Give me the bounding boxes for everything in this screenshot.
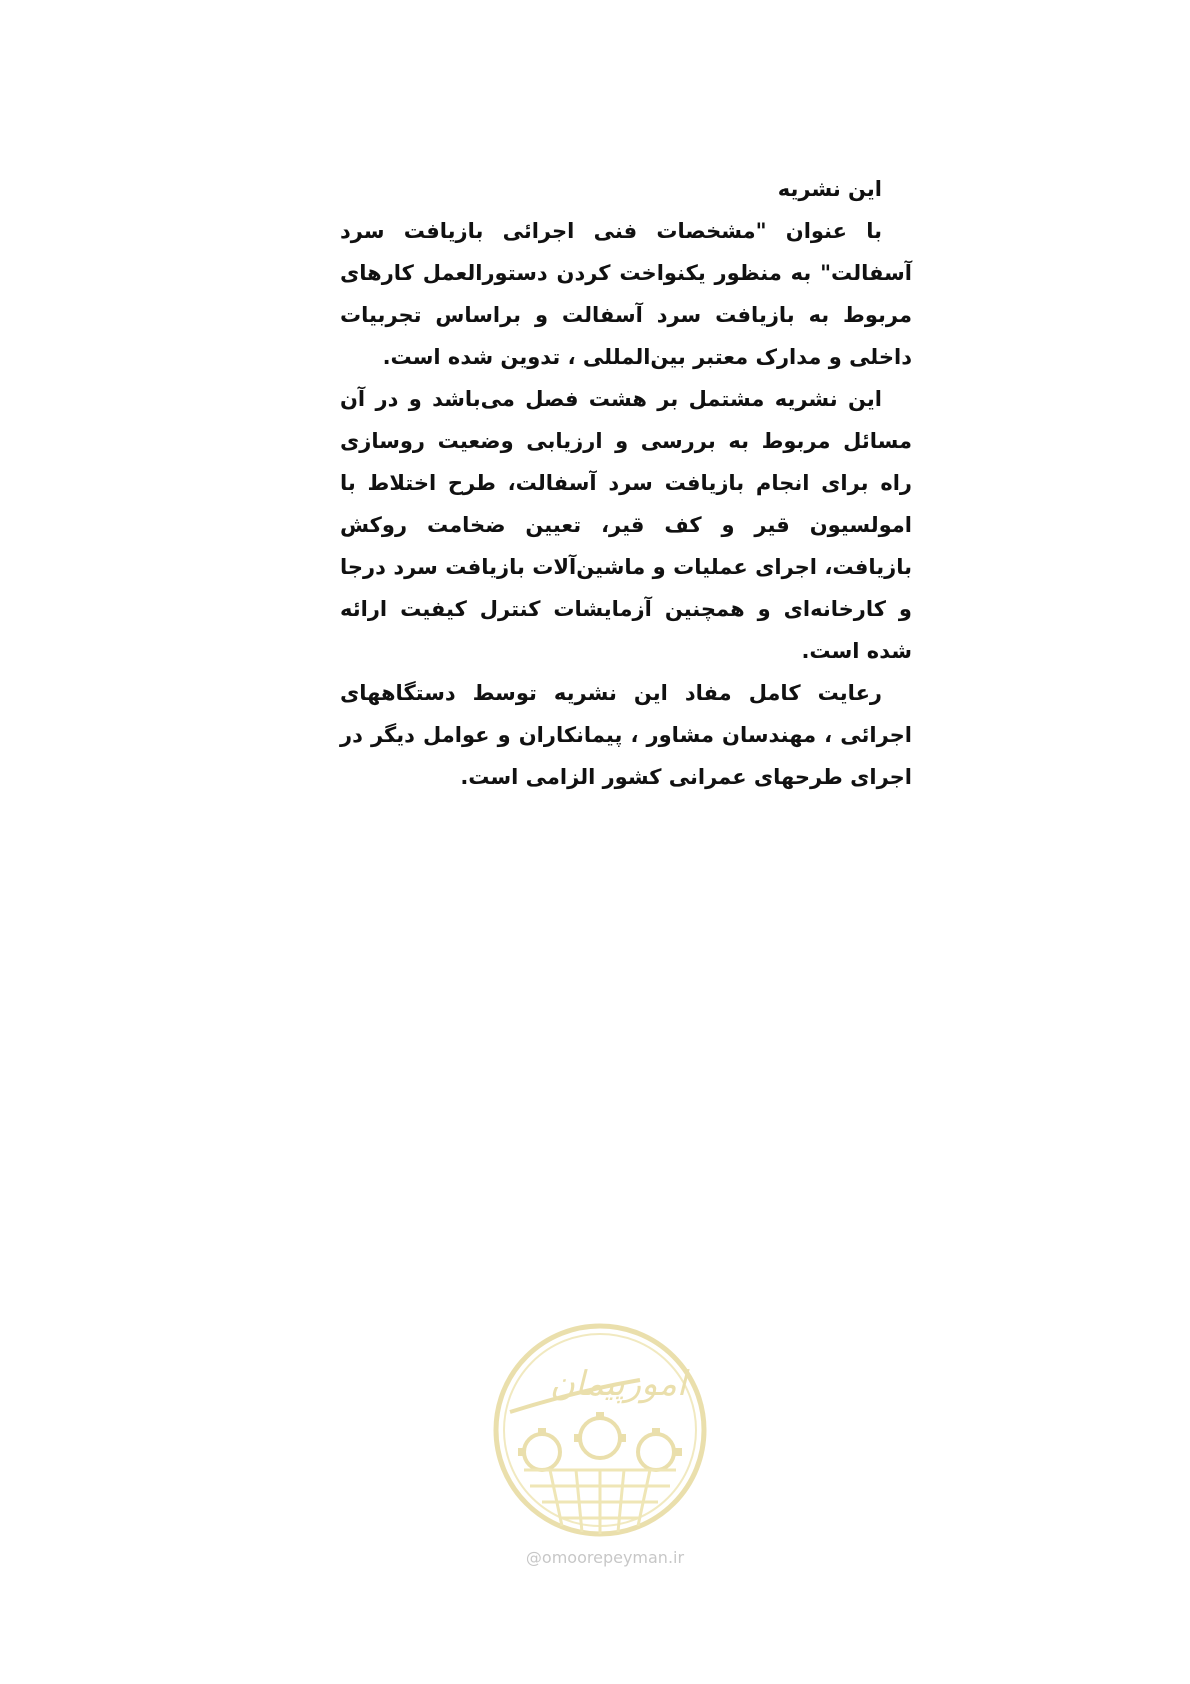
document-heading: این نشریه bbox=[777, 177, 882, 201]
omoorepeyman-logo-icon bbox=[490, 1320, 710, 1540]
watermark-logo-text: امورپیمان bbox=[550, 1364, 687, 1404]
watermark-url: @omoorepeyman.ir bbox=[525, 1548, 685, 1567]
paragraph-2: این نشریه مشتمل بر هشت فصل می‌باشد و در آن مسائل مربوط به بررسی و ارزیابی وضعیت روسازی راه برای انجام بازیافت سرد آسفالت، طرح اختلاط با امولسیون قیر و کف قیر، تعیین ضخامت روکش بازیافت، اجرای عملیات و ماشین‌آلات بازیافت سرد درجا و کارخانه‌ای و همچنین آزمایشات کنترل کیفیت ارائه شده است. bbox=[340, 387, 912, 663]
paragraph-3: رعایت کامل مفاد این نشریه توسط دستگاههای اجرائی ، مهندسان مشاور ، پیمانکاران و عوامل دیگر در اجرای طرحهای عمرانی کشور الزامی است. bbox=[340, 681, 912, 789]
watermark bbox=[490, 1320, 710, 1570]
paragraph-1: با عنوان "مشخصات فنی اجرائی بازیافت سرد آسفالت" به منظور یکنواخت کردن دستورالعمل کارهای مربوط به بازیافت سرد آسفالت و براساس تجربیات داخلی و مدارک معتبر بین‌المللی ، تدوین شده است. bbox=[340, 219, 912, 369]
document-body bbox=[340, 168, 912, 798]
